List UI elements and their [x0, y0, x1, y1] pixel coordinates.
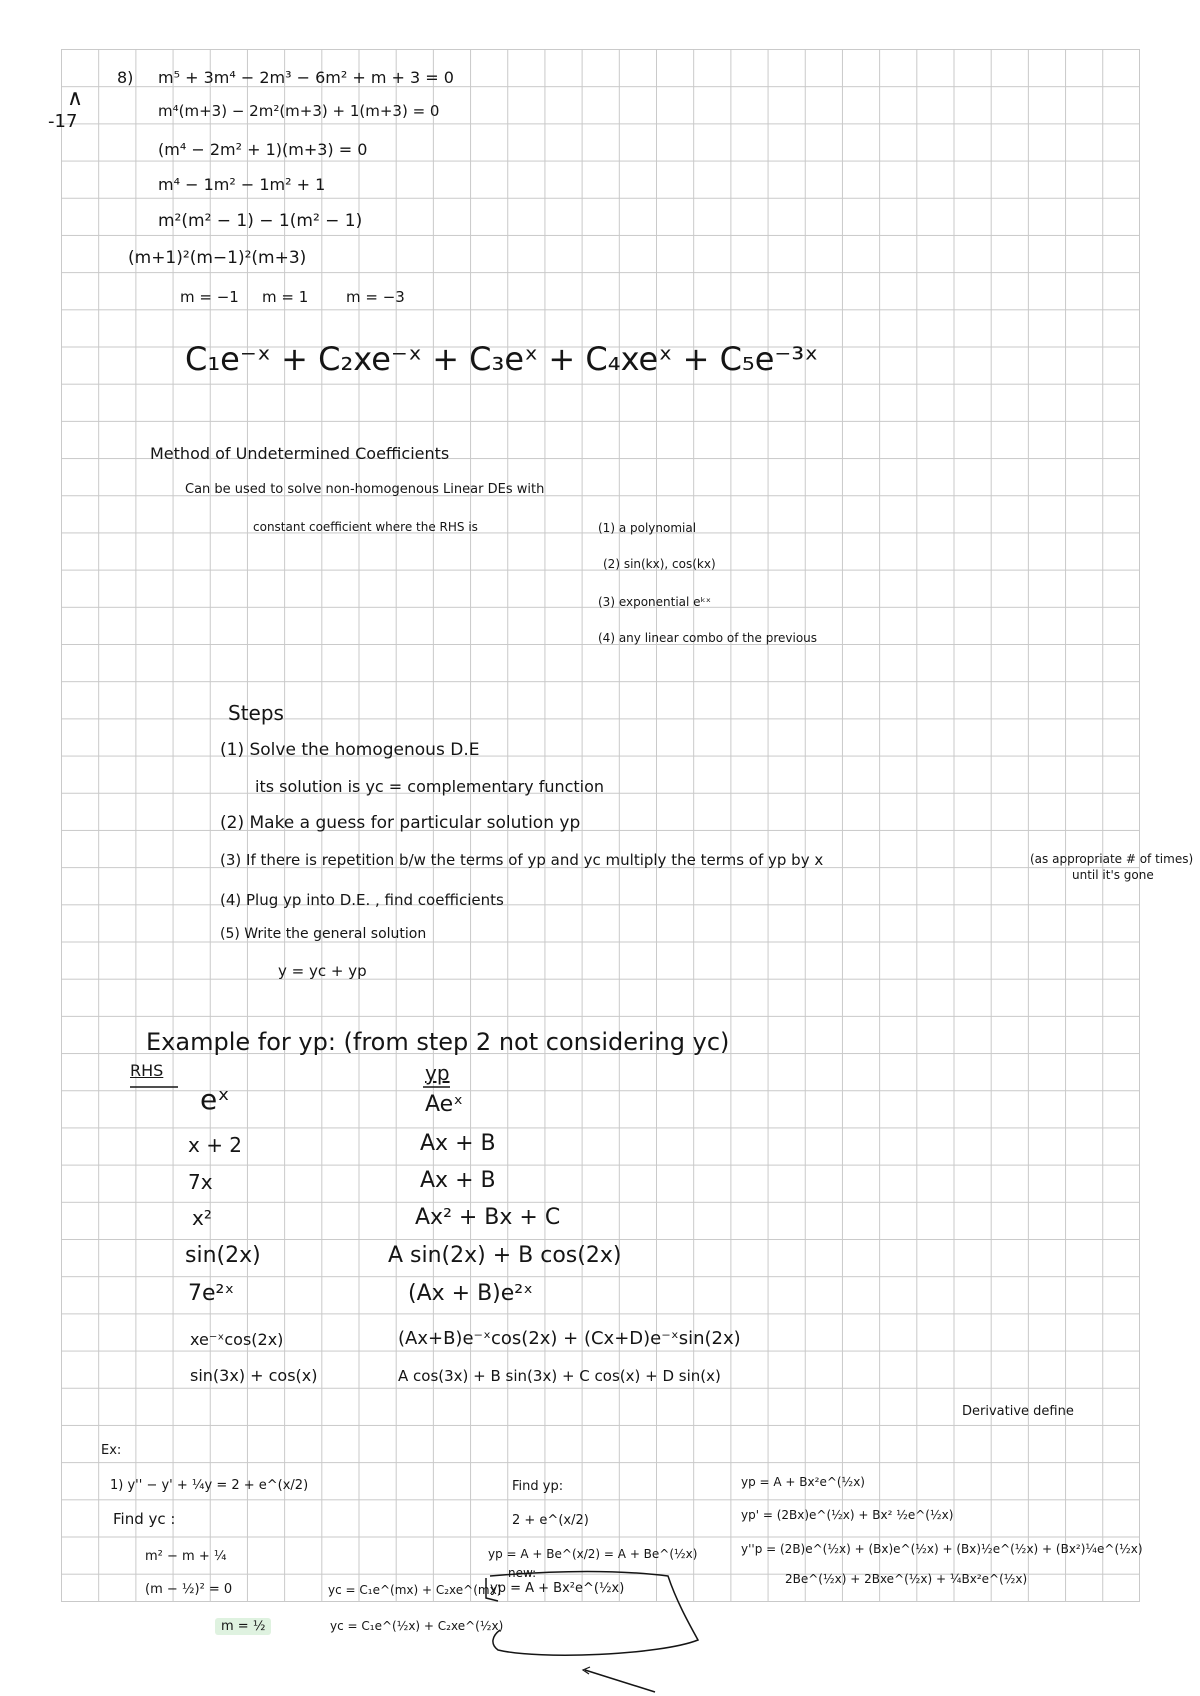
arrow-stroke	[585, 1670, 655, 1692]
example-title: Example for yp: (from step 2 not considering yc)	[146, 1028, 730, 1056]
yp-circle-annotation	[490, 1572, 698, 1656]
root-1: m = −1	[180, 288, 239, 306]
step-3-note-1: (as appropriate # of times)	[1030, 852, 1194, 866]
step-1: (1) Solve the homogenous D.E	[220, 740, 480, 760]
yp-derivative-2: y''p = (2B)e^(½x) + (Bx)e^(½x) + (Bx)½e^(½x) + (Bx²)¼e^(½x)	[741, 1542, 1143, 1556]
yp-box-bracket	[486, 1578, 498, 1601]
find-yp-label: Find yp:	[512, 1479, 564, 1494]
rhs-cell: sin(3x) + cos(x)	[190, 1366, 318, 1385]
rhs-cell: sin(2x)	[185, 1243, 261, 1268]
general-solution: C₁e⁻ˣ + C₂xe⁻ˣ + C₃eˣ + C₄xeˣ + C₅e⁻³ˣ	[185, 340, 819, 378]
yp-cell: (Ax + B)e²ˣ	[408, 1281, 533, 1306]
rhs-cell: x + 2	[188, 1133, 243, 1157]
step-2: (2) Make a guess for particular solution yp	[220, 813, 581, 833]
characteristic-equation: m² − m + ¼	[145, 1549, 227, 1564]
method-title: Method of Undetermined Coefficients	[150, 444, 450, 463]
rhs-cell: x²	[192, 1206, 212, 1230]
condition-2: (2) sin(kx), cos(kx)	[603, 557, 716, 571]
yp-derivative-0: yp = A + Bx²e^(½x)	[741, 1475, 865, 1489]
yp-cell: A cos(3x) + B sin(3x) + C cos(x) + D sin(x)	[398, 1367, 721, 1385]
derivative-note: Derivative define	[962, 1404, 1074, 1419]
rhs-cell: eˣ	[200, 1083, 230, 1116]
yc-solution: yc = C₁e^(½x) + C₂xe^(½x)	[330, 1619, 504, 1633]
work-line-3: (m⁴ − 2m² + 1)(m+3) = 0	[158, 140, 368, 159]
work-line-2: m⁴(m+3) − 2m²(m+3) + 1(m+3) = 0	[158, 102, 440, 120]
condition-3: (3) exponential eᵏˣ	[598, 595, 711, 609]
method-line-2: constant coefficient where the RHS is	[253, 520, 478, 534]
yp-derivative-2-simplified: 2Be^(½x) + 2Bxe^(½x) + ¼Bx²e^(½x)	[785, 1572, 1028, 1586]
step-3: (3) If there is repetition b/w the terms of yp and yc multiply the terms of yp by x	[220, 851, 824, 869]
root-3: m = −3	[346, 288, 405, 306]
yp-cell: (Ax+B)e⁻ˣcos(2x) + (Cx+D)e⁻ˣsin(2x)	[398, 1328, 741, 1349]
step-5: (5) Write the general solution	[220, 926, 427, 942]
repeated-root: m = ½	[215, 1618, 271, 1635]
yp-header: yp	[425, 1061, 450, 1085]
steps-title: Steps	[228, 701, 284, 725]
work-line-6: (m+1)²(m−1)²(m+3)	[128, 248, 307, 268]
yp-cell: Aeˣ	[425, 1092, 463, 1117]
margin-mark-bottom: -17	[48, 111, 78, 132]
yp-derivative-1: yp' = (2Bx)e^(½x) + Bx² ½e^(½x)	[741, 1508, 954, 1522]
work-line-1: m⁵ + 3m⁴ − 2m³ − 6m² + m + 3 = 0	[158, 68, 454, 87]
rhs-cell: xe⁻ˣcos(2x)	[190, 1330, 284, 1349]
problem-number: 8)	[117, 68, 134, 87]
yp-cell: Ax² + Bx + C	[415, 1205, 561, 1230]
yp-guess: yp = A + Be^(x/2) = A + Be^(½x)	[488, 1547, 698, 1561]
yc-form: yc = C₁e^(mx) + C₂xe^(mx)	[328, 1583, 502, 1597]
step-4: (4) Plug yp into D.E. , find coefficients	[220, 891, 504, 909]
root-2: m = 1	[262, 288, 309, 306]
ex-label: Ex:	[101, 1443, 122, 1458]
step-3-note-2: until it's gone	[1072, 868, 1154, 882]
condition-1: (1) a polynomial	[598, 521, 697, 535]
rhs-header: RHS	[130, 1061, 164, 1080]
ex-problem: 1) y'' − y' + ¼y = 2 + e^(x/2)	[110, 1478, 309, 1493]
general-solution-form: y = yc + yp	[278, 962, 367, 980]
new-label: new:	[508, 1566, 537, 1580]
yp-cell: Ax + B	[420, 1131, 496, 1156]
step-1-detail: its solution is yc = complementary function	[255, 777, 605, 796]
work-line-4: m⁴ − 1m² − 1m² + 1	[158, 175, 326, 194]
find-yc-label: Find yc :	[113, 1510, 176, 1528]
yp-corrected: yp = A + Bx²e^(½x)	[490, 1581, 625, 1596]
yp-cell: A sin(2x) + B cos(2x)	[388, 1243, 622, 1268]
factored-equation: (m − ½)² = 0	[145, 1582, 233, 1597]
rhs-cell: 7x	[188, 1170, 213, 1194]
margin-mark-top: ∧	[67, 86, 84, 111]
condition-4: (4) any linear combo of the previous	[598, 631, 818, 645]
yp-cell: Ax + B	[420, 1168, 496, 1193]
rhs-cell: 7e²ˣ	[188, 1281, 235, 1306]
work-line-5: m²(m² − 1) − 1(m² − 1)	[158, 211, 363, 231]
rhs-terms: 2 + e^(x/2)	[512, 1513, 589, 1528]
method-line-1: Can be used to solve non-homogenous Linear DEs with	[185, 482, 545, 497]
